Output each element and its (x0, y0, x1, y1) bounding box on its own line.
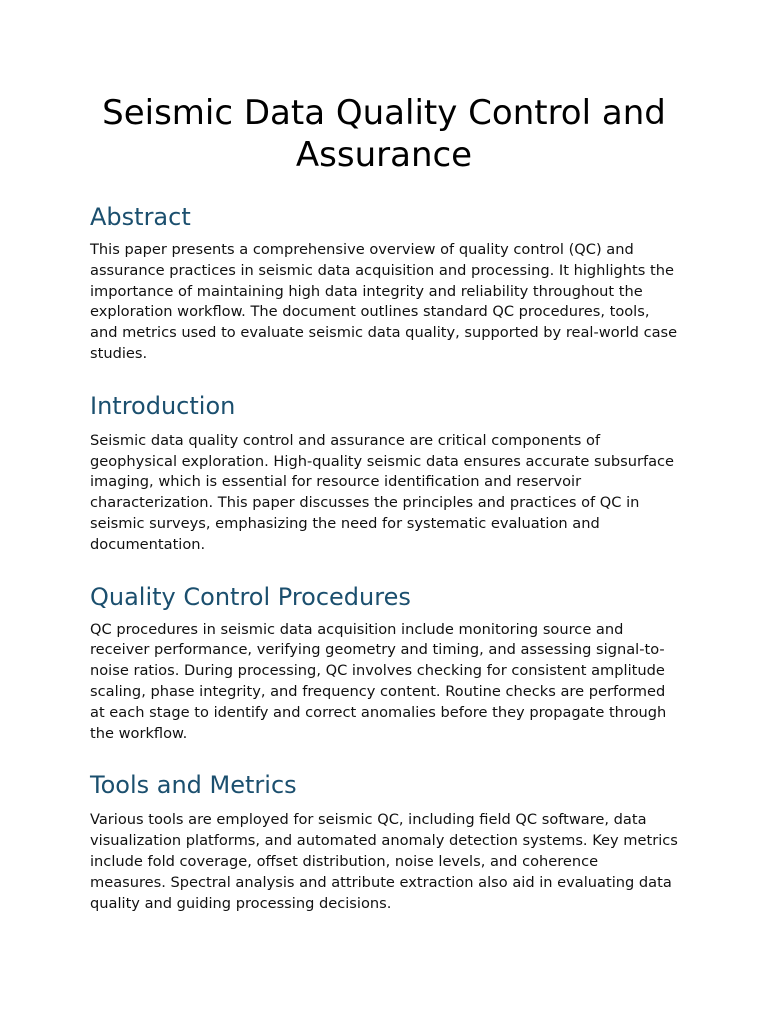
document-title: Seismic Data Quality Control and Assurance (102, 93, 666, 175)
section-body-tools-and-metrics: Various tools are employed for seismic QC, including field QC software, data visualization platforms, and automated anomaly detection systems. Key metrics include fold coverage, offset distribution, noise levels, and coherence measures. Spectral analysis and attribute extraction also aid in evaluating data quality and guiding processing decisions. (90, 811, 678, 912)
section-body-quality-control-procedures: QC procedures in seismic data acquisition include monitoring source and receiver performance, verifying geometry and timing, and assessing signal-to-noise ratios. During processing, QC involves checking for consistent amplitude scaling, phase integrity, and frequency content. Routine checks are performed at each stage to identify and correct anomalies before they propagate through the workflow. (90, 620, 667, 742)
section-body-abstract: This paper presents a comprehensive overview of quality control (QC) and assurance practices in seismic data acquisition and processing. It highlights the importance of maintaining high data integrity and reliability throughout the exploration workflow. The document outlines standard QC procedures, tools, and metrics used to evaluate seismic data quality, supported by real-world case studies. (90, 241, 678, 362)
section-abstract (90, 202, 678, 365)
section-heading-abstract: Abstract (90, 203, 191, 231)
section-tools-and-metrics (90, 770, 678, 914)
section-body-introduction: Seismic data quality control and assurance are critical components of geophysical exploration. High-quality seismic data ensures accurate subsurface imaging, which is essential for resource identification and reservoir characterization. This paper discusses the principles and practices of QC in seismic surveys, emphasizing the need for systematic evaluation and documentation. (90, 431, 675, 553)
section-quality-control-procedures (90, 582, 678, 745)
section-heading-tools-and-metrics: Tools and Metrics (90, 771, 297, 800)
section-heading-introduction: Introduction (90, 391, 236, 420)
section-heading-quality-control-procedures: Quality Control Procedures (90, 582, 411, 611)
section-introduction (90, 391, 678, 556)
